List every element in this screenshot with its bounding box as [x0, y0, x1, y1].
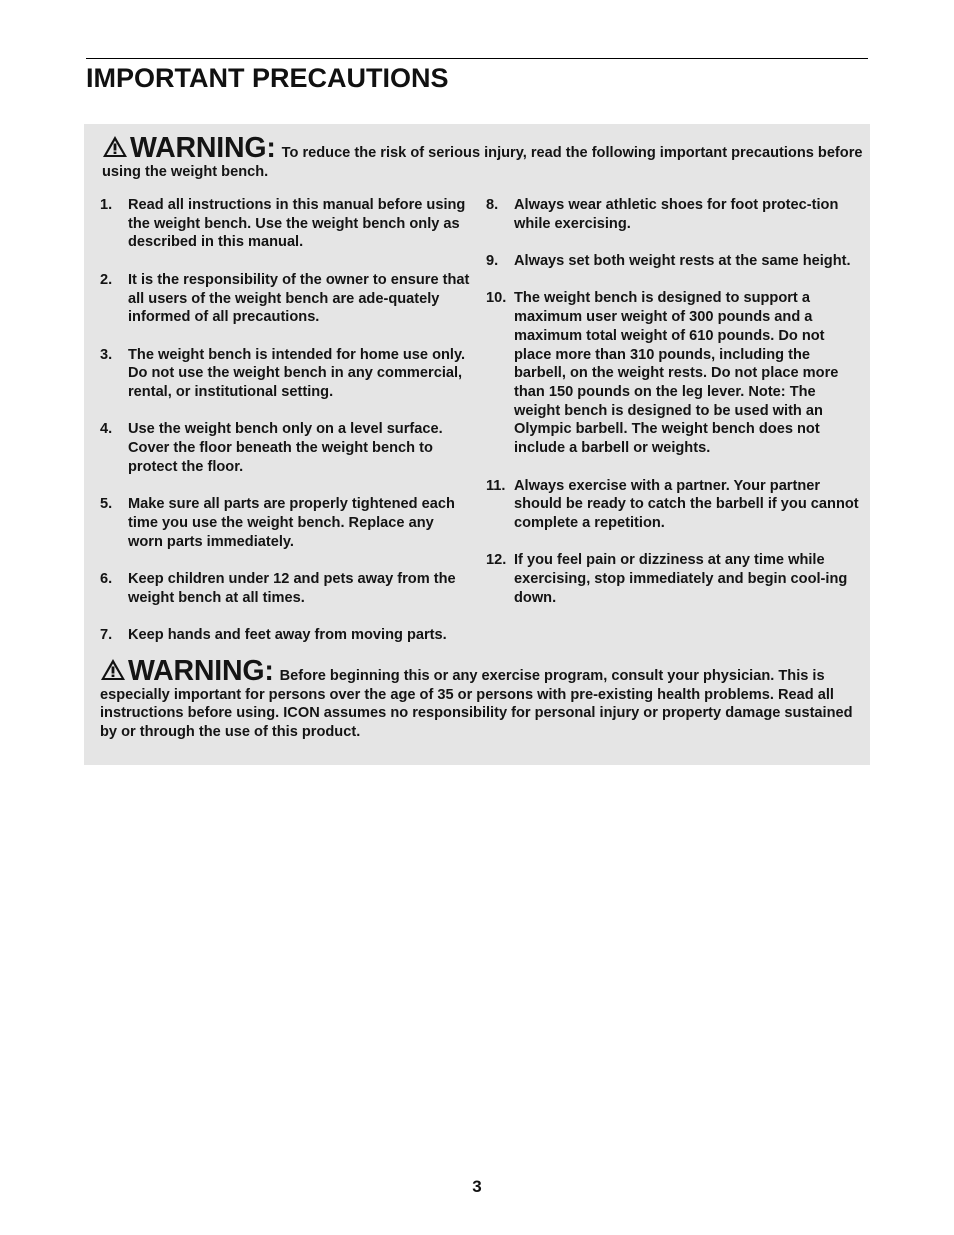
precautions-right-column	[486, 196, 864, 626]
item-number: 5.	[100, 496, 113, 513]
item-text: Always set both weight rests at the same height.	[514, 253, 851, 270]
item-number: 1.	[100, 197, 113, 213]
precaution-item	[100, 346, 472, 402]
item-text: Always wear athletic shoes for foot protec-tion while exercising.	[514, 197, 839, 232]
item-text: Always exercise with a partner. Your partner should be ready to catch the barbell if you cannot complete a repetition.	[514, 477, 859, 531]
warning-box	[84, 124, 870, 765]
item-text: It is the responsibility of the owner to ensure that all users of the weight bench are ade-quately informed of all precautions.	[128, 271, 470, 326]
item-text: Use the weight bench only on a level surface. Cover the floor beneath the weight bench to protect the floor.	[128, 421, 443, 475]
top-warning	[102, 134, 864, 181]
item-text: Make sure all parts are properly tightened each time you use the weight bench. Replace any worn parts immediately.	[128, 496, 455, 550]
item-number: 7.	[100, 627, 113, 644]
precaution-item	[100, 196, 472, 252]
precaution-item	[100, 420, 472, 476]
item-text: Keep children under 12 and pets away from the weight bench at all times.	[128, 570, 456, 606]
item-number: 2.	[100, 271, 113, 288]
precaution-item	[486, 477, 864, 533]
item-number: 11.	[486, 477, 506, 494]
warning-label: WARNING:	[130, 132, 276, 164]
item-text: The weight bench is intended for home use only. Do not use the weight bench in any commercial, rental, or institutional setting.	[128, 346, 466, 400]
item-text: Read all instructions in this manual before using the weight bench. Use the weight bench only as described in this manual.	[128, 197, 466, 251]
precaution-item	[100, 271, 472, 327]
precaution-item	[486, 551, 864, 607]
item-text: The weight bench is designed to support a maximum user weight of 300 pounds and a maximum total weight of 610 pounds. Do not place more than 310 pounds, including the barbell, on the weight rests. Do not place more than 150 pounds on the leg lever. Note: The weight bench is designed to be used with an Olympic barbell. The weight bench does not include a barbell or weights.	[514, 290, 839, 457]
item-text: If you feel pain or dizziness at any time while exercising, stop immediately and begin cool-ing down.	[514, 552, 848, 606]
item-number: 4.	[100, 421, 113, 438]
precaution-item	[486, 252, 864, 271]
precaution-item	[100, 570, 472, 607]
bottom-warning	[100, 657, 864, 742]
item-number: 10.	[486, 290, 507, 307]
page-number: 3	[472, 1177, 482, 1196]
precaution-item	[100, 495, 472, 551]
item-number: 8.	[486, 197, 499, 213]
precautions-left-column	[100, 196, 472, 663]
warning-text: Before beginning this or any exercise program, consult your physician. This is especially important for persons over the age of 35 or persons with pre-existing health problems. Read all instructions before using. ICON assumes no responsibility for personal injury or property damage sustained by or through the use of this product.	[100, 668, 853, 741]
precaution-item	[100, 626, 472, 645]
header-rule	[86, 58, 868, 59]
item-text: Keep hands and feet away from moving parts.	[128, 627, 447, 644]
warning-triangle-icon	[100, 658, 126, 681]
warning-text: To reduce the risk of serious injury, read the following important precautions before using the weight bench.	[102, 145, 863, 180]
precaution-item	[486, 196, 864, 233]
precaution-item	[486, 289, 864, 457]
item-number: 12.	[486, 552, 507, 569]
item-number: 9.	[486, 253, 499, 270]
warning-label: WARNING:	[128, 655, 274, 687]
page-title: IMPORTANT PRECAUTIONS	[86, 63, 449, 93]
item-number: 3.	[100, 346, 113, 363]
item-number: 6.	[100, 570, 113, 587]
warning-triangle-icon	[102, 135, 128, 158]
